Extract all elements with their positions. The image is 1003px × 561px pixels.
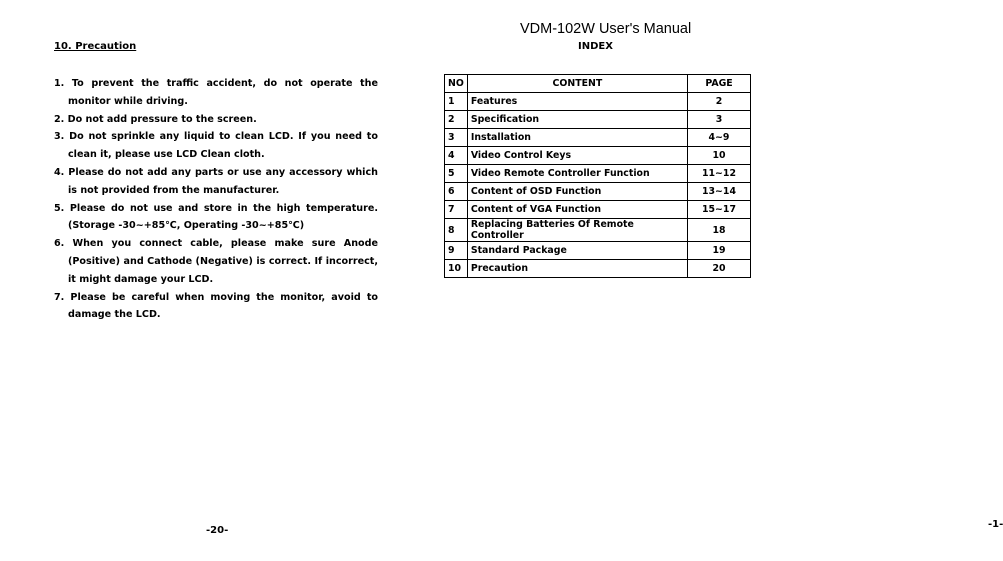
- table-row: [445, 93, 751, 111]
- row-no: 8: [445, 219, 468, 242]
- header-content: CONTENT: [467, 75, 687, 93]
- table-row: [445, 111, 751, 129]
- row-content: Video Remote Controller Function: [467, 165, 687, 183]
- table-row: [445, 201, 751, 219]
- row-no: 1: [445, 93, 468, 111]
- row-content: Features: [467, 93, 687, 111]
- row-content: Content of OSD Function: [467, 183, 687, 201]
- precaution-item: 5. Please do not use and store in the high temperature. (Storage -30~+85℃, Operating -30~+85℃): [54, 202, 378, 232]
- row-no: 10: [445, 260, 468, 278]
- index-title: INDEX: [578, 41, 613, 52]
- table-row: [445, 147, 751, 165]
- table-header-row: [445, 75, 751, 93]
- row-page: 18: [688, 219, 751, 242]
- precaution-item: 6. When you connect cable, please make sure Anode (Positive) and Cathode (Negative) is correct. If incorrect, it might damage your LCD.: [54, 238, 378, 285]
- row-page: 4~9: [688, 129, 751, 147]
- row-no: 7: [445, 201, 468, 219]
- manual-title: VDM-102W User's Manual: [520, 21, 692, 37]
- row-content: Replacing Batteries Of Remote Controller: [467, 219, 687, 242]
- row-no: 2: [445, 111, 468, 129]
- header-page: PAGE: [688, 75, 751, 93]
- precaution-item: 4. Please do not add any parts or use any accessory which is not provided from the manufacturer.: [54, 166, 378, 196]
- row-page: 13~14: [688, 183, 751, 201]
- row-no: 4: [445, 147, 468, 165]
- row-page: 3: [688, 111, 751, 129]
- table-row: [445, 165, 751, 183]
- row-content: Content of VGA Function: [467, 201, 687, 219]
- page-number: -1-: [988, 519, 1003, 530]
- row-no: 5: [445, 165, 468, 183]
- table-row: [445, 242, 751, 260]
- row-page: 15~17: [688, 201, 751, 219]
- left-page: [0, 0, 404, 561]
- table-row: [445, 260, 751, 278]
- precaution-item: 3. Do not sprinkle any liquid to clean LCD. If you need to clean it, please use LCD Clean cloth.: [54, 131, 378, 161]
- right-page: [404, 0, 1003, 561]
- row-page: 2: [688, 93, 751, 111]
- row-content: Precaution: [467, 260, 687, 278]
- precaution-item: 7. Please be careful when moving the monitor, avoid to damage the LCD.: [54, 291, 378, 321]
- row-page: 10: [688, 147, 751, 165]
- row-content: Installation: [467, 129, 687, 147]
- row-page: 20: [688, 260, 751, 278]
- row-page: 19: [688, 242, 751, 260]
- row-content: Standard Package: [467, 242, 687, 260]
- table-row: [445, 129, 751, 147]
- table-row: [445, 219, 751, 242]
- precaution-list: [54, 75, 378, 324]
- precaution-item: 1. To prevent the traffic accident, do not operate the monitor while driving.: [54, 78, 378, 107]
- section-title: 10. Precaution: [54, 41, 137, 52]
- index-table: [444, 74, 751, 278]
- row-no: 3: [445, 129, 468, 147]
- row-no: 6: [445, 183, 468, 201]
- header-no: NO: [445, 75, 468, 93]
- row-content: Video Control Keys: [467, 147, 687, 165]
- page-number: -20-: [206, 525, 229, 536]
- row-content: Specification: [467, 111, 687, 129]
- table-row: [445, 183, 751, 201]
- row-page: 11~12: [688, 165, 751, 183]
- precaution-item: 2. Do not add pressure to the screen.: [54, 113, 257, 125]
- row-no: 9: [445, 242, 468, 260]
